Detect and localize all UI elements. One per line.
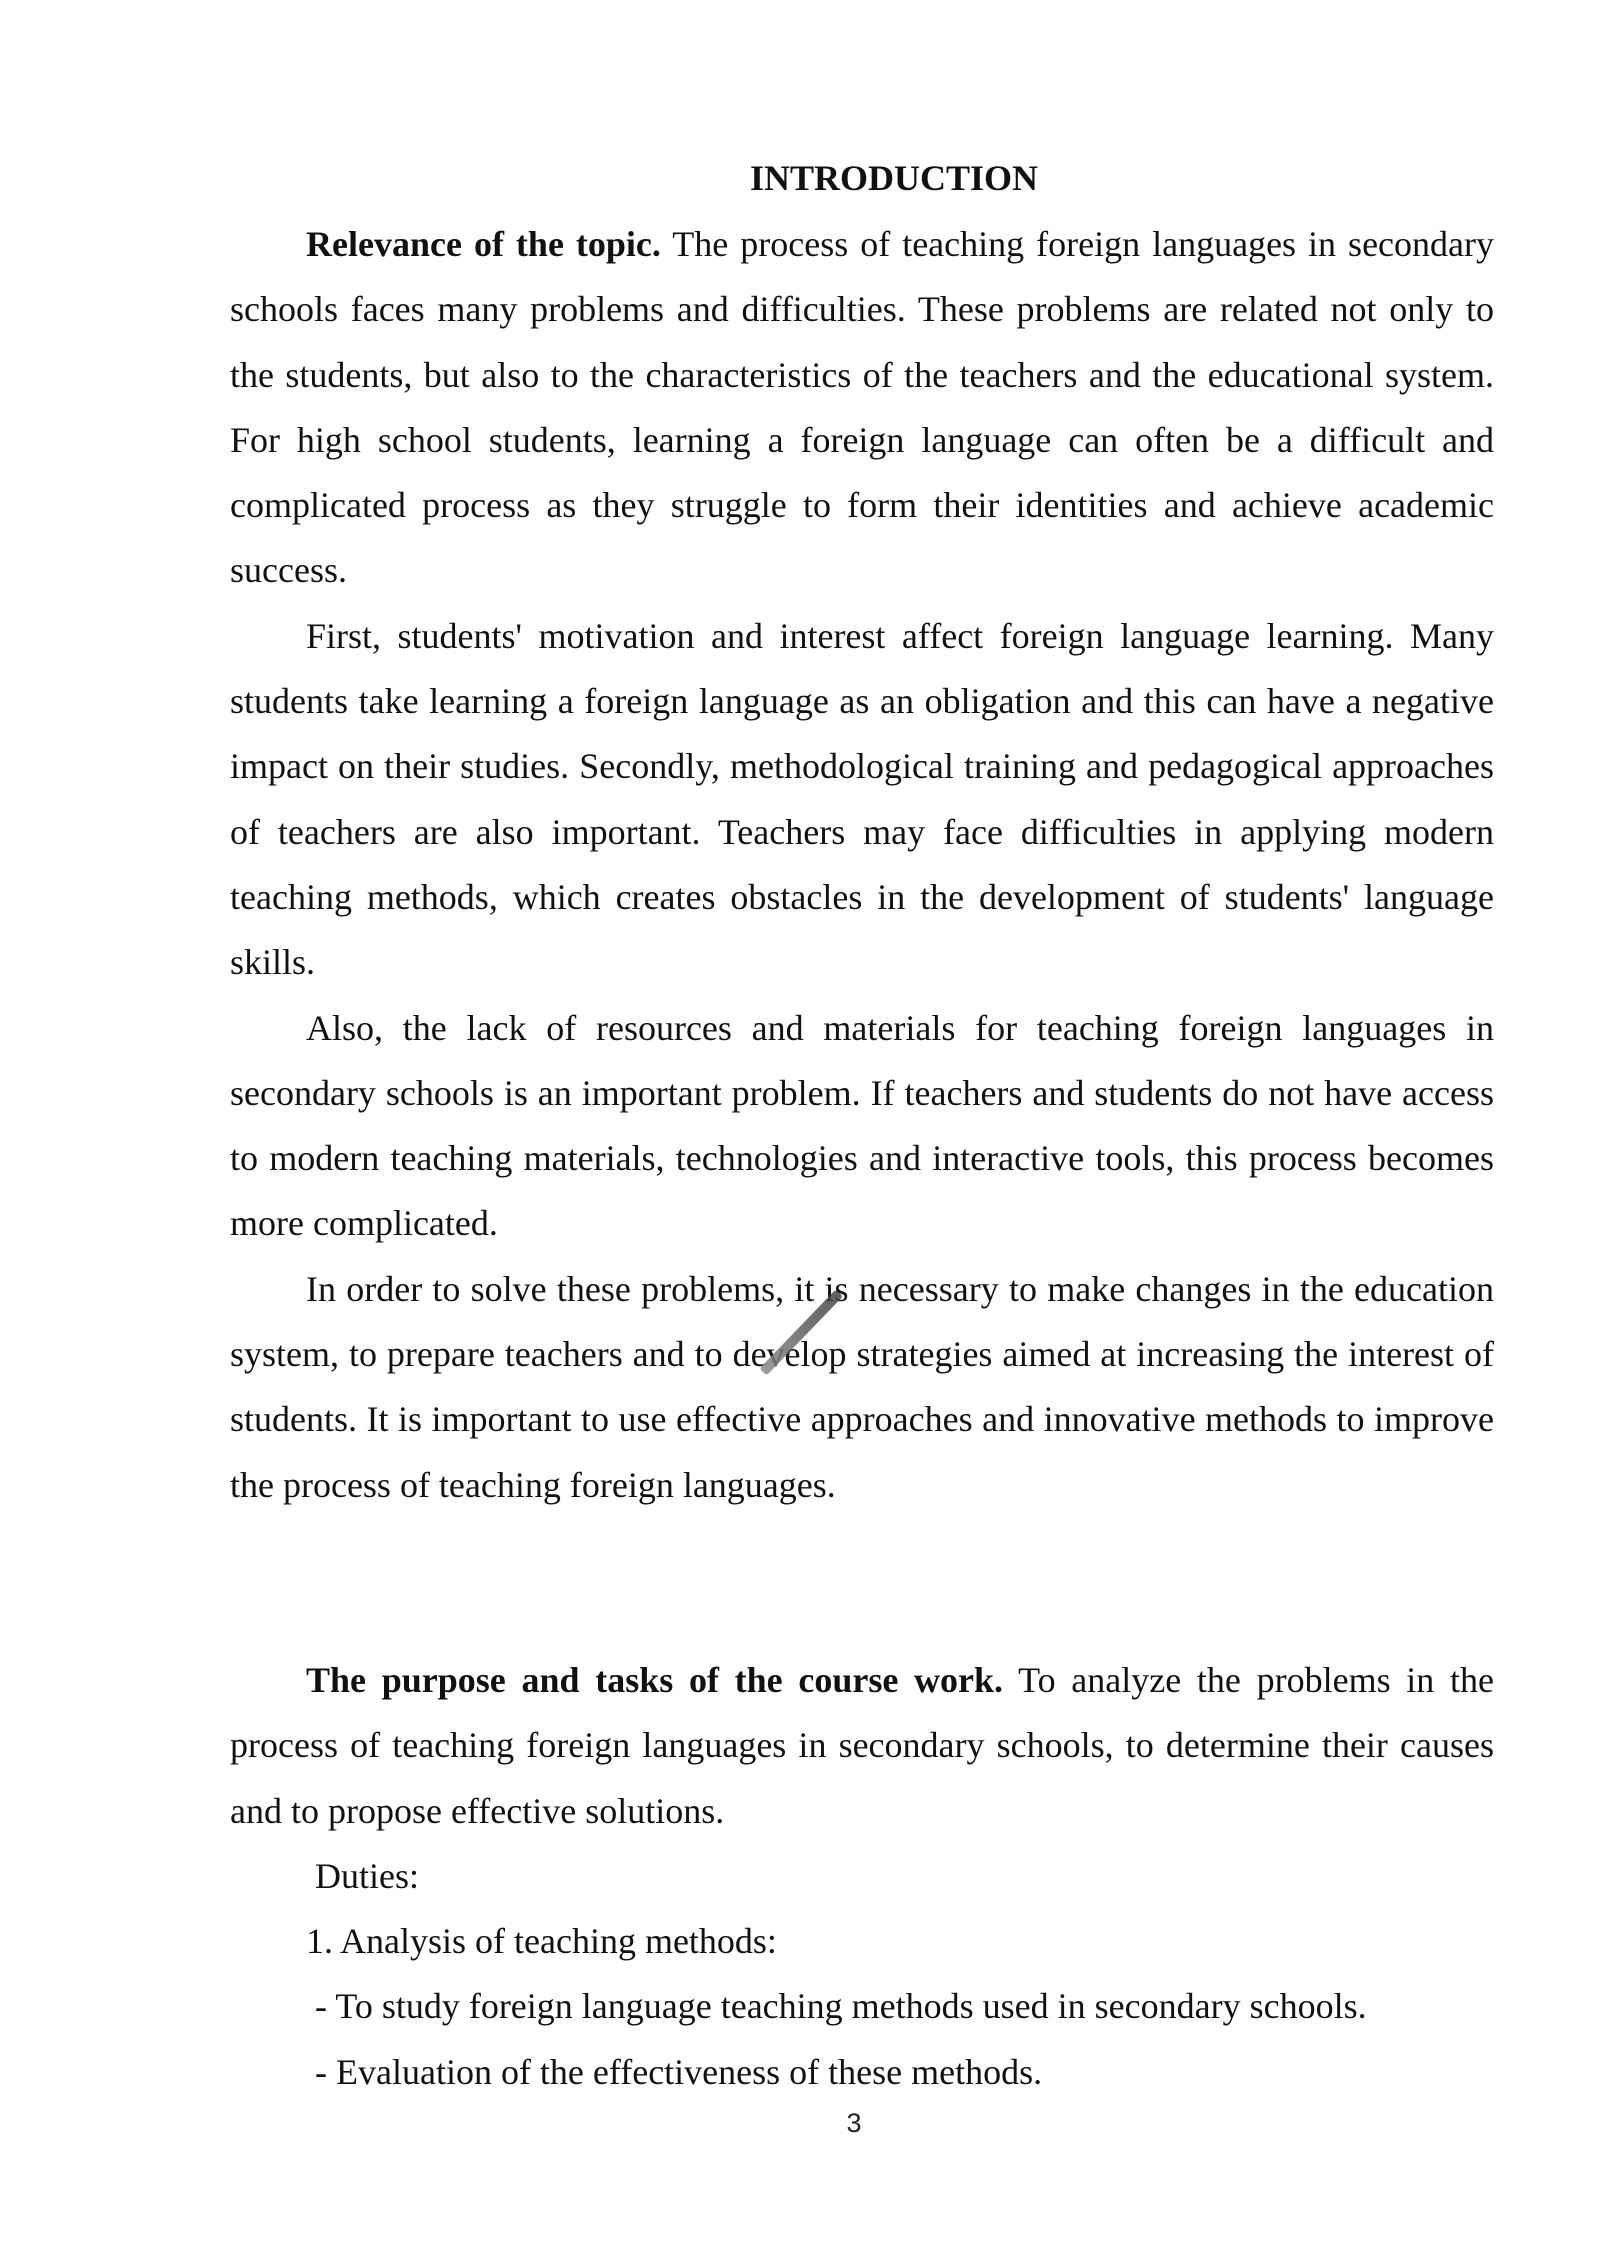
duties-label: Duties: [315,1855,419,1896]
relevance-paragraph-1 [230,212,1494,604]
page-title: INTRODUCTION [749,158,1039,198]
relevance-paragraph-4: In order to solve these problems, it is necessary to make changes in the education system, to prepare teachers and to develop strategies aimed at increasing the interest of students. It is important to use effective approaches and innovative methods to improve the process of teaching foreign languages. [230,1268,1494,1505]
relevance-lead: Relevance of the topic. [306,224,661,264]
purpose-paragraph [230,1648,1494,1844]
page-number: 3 [846,2108,862,2138]
relevance-text: The process of teaching foreign languages in secondary schools faces many problems and difficulties. These problems are related not only to the students, but also to the characteristics of the teachers and the educational system. For high school students, learning a foreign language can often be a difficult and complicated process as they struggle to form their identities and achieve academic success. [230,224,1494,591]
relevance-paragraph-3: Also, the lack of resources and materials for teaching foreign languages in secondary schools is an important problem. If teachers and students do not have access to modern teaching materials, technologies and interactive tools, this process becomes more complicated. [230,1007,1494,1244]
page-body [230,146,1494,2105]
section-spacer [230,1518,1494,1648]
duties-item-1: 1. Analysis of teaching methods: [306,1921,777,1962]
purpose-lead: The purpose and tasks of the course work. [306,1659,1004,1700]
duties-subitem-2: - Evaluation of the effectiveness of these methods. [315,2051,1043,2092]
purpose-text: To analyze the problems in the process of teaching foreign languages in secondary schools, to determine their causes and to propose effective solutions. [230,1659,1495,1831]
duties-subitem-1: - To study foreign language teaching methods used in secondary schools. [315,1986,1367,2027]
relevance-paragraph-2: First, students' motivation and interest affect foreign language learning. Many students take learning a foreign language as an obligation and this can have a negative impact on their studies. Secondly, methodological training and pedagogical approaches of teachers are also important. Teachers may face difficulties in applying modern teaching methods, which creates obstacles in the development of students' language skills. [230,615,1494,983]
